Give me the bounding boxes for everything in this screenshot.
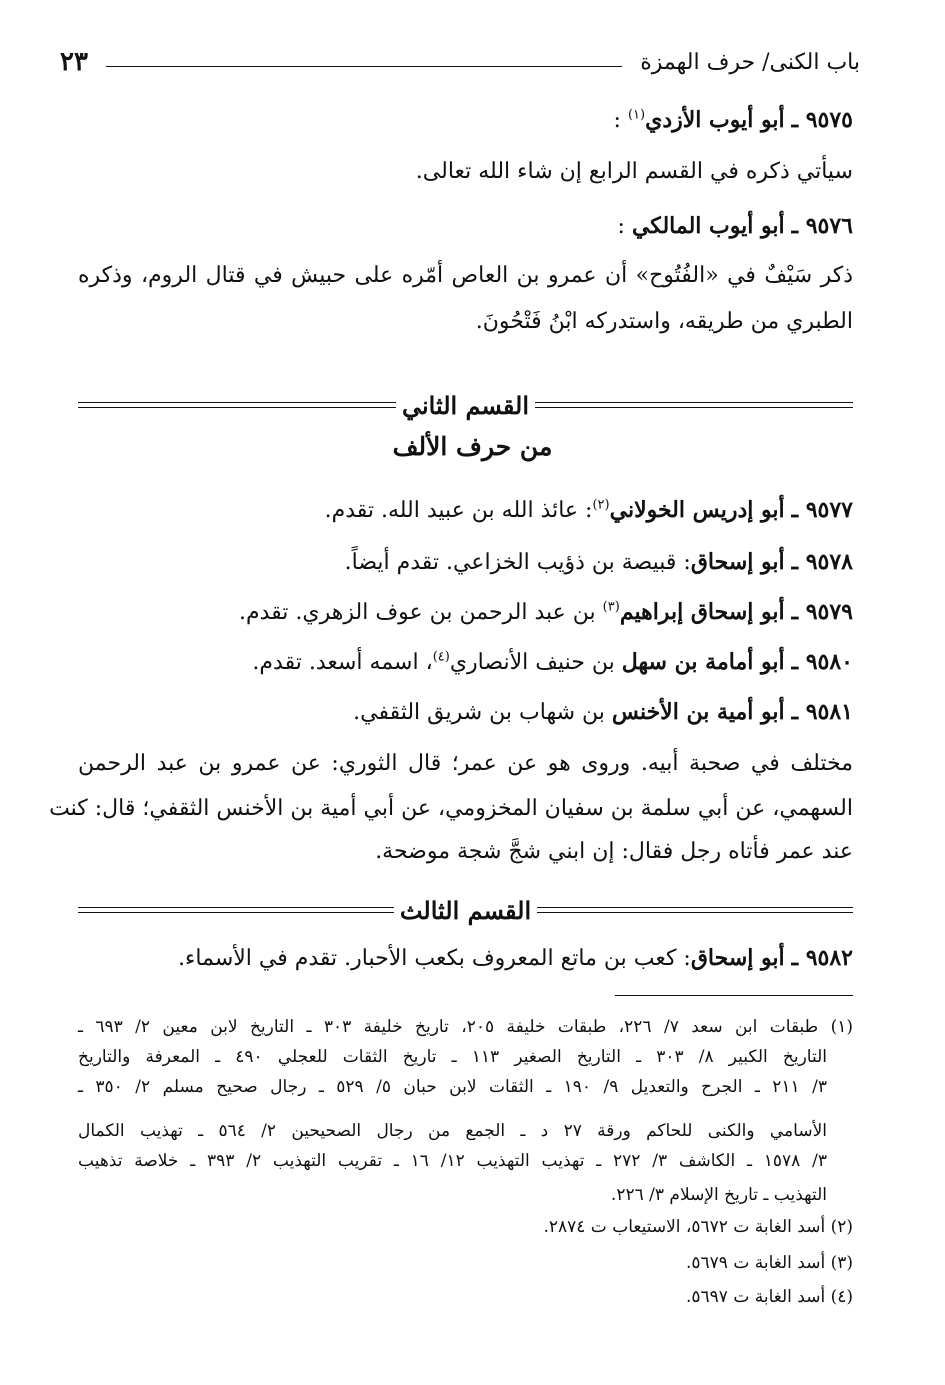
section-title: القسم الثاني	[401, 390, 530, 420]
entry-number: ٩٥٧٦ ـ	[791, 213, 853, 239]
footnote-1-line: الأسامي والكنى للحاكم ورقة ٢٧ د ـ الجمع من رجال الصحيحين ٢/ ٥٦٤ ـ تهذيب الكمال	[78, 1121, 827, 1141]
entry-number: ٩٥٧٥ ـ	[791, 107, 853, 133]
footnote-2: (٢) أسد الغابة ت ٥٦٧٢، الاستيعاب ت ٢٨٧٤.	[543, 1217, 853, 1237]
double-rule	[537, 907, 853, 913]
footnote-ref: (٣)	[602, 599, 620, 615]
footnote-1-line: ٣/ ٢١١ ـ الجرح والتعديل ٩/ ١٩٠ ـ الثقات لابن حبان ٥/ ٥٢٩ ـ رجال صحيح مسلم ٢/ ٣٥٠ ـ	[78, 1077, 827, 1097]
page-number: ٢٣	[60, 47, 88, 77]
footnote-3: (٣) أسد الغابة ت ٥٦٧٩.	[686, 1253, 853, 1273]
entry-number: ٩٥٨٠ ـ	[791, 649, 853, 675]
double-rule	[535, 402, 853, 408]
paragraph-line: الطبري من طريقه، واستدركه ابْنُ فَتْحُونَ.	[475, 309, 853, 334]
entry-tail: : قبيصة بن ذؤيب الخزاعي. تقدم أيضاً.	[344, 550, 691, 575]
chapter-title: باب الكنى/ حرف الهمزة	[640, 49, 860, 75]
entry-9575	[614, 106, 853, 136]
paragraph-line: عند عمر فأتاه رجل فقال: إن ابني شجَّ شجة موضحة.	[375, 839, 853, 864]
entry-name: أبو إسحاق	[690, 945, 785, 971]
entry-number: ٩٥٨١ ـ	[791, 699, 853, 725]
double-rule	[78, 907, 394, 913]
paragraph-line: السهمي، عن أبي سلمة بن سفيان المخزومي، عن أبي أمية بن الأخنس الثقفي؛ قال: كنت	[49, 796, 853, 821]
entry-9579	[239, 598, 853, 628]
footnote-ref: (٢)	[592, 497, 610, 513]
entry-number: ٩٥٧٧ ـ	[791, 497, 853, 523]
entry-number: ٩٥٧٩ ـ	[791, 599, 853, 625]
section-heading-3	[78, 890, 853, 930]
entry-9577	[325, 496, 853, 526]
running-header	[60, 42, 860, 82]
entry-name: أبو أيوب الأزدي	[645, 107, 785, 133]
footnote-ref: (١)	[627, 107, 646, 123]
entry-9580	[252, 648, 853, 678]
footnote-ref: (٤)	[432, 649, 450, 665]
entry-name: أبو إدريس الخولاني	[609, 497, 785, 523]
double-rule	[78, 402, 396, 408]
entry-tail: : عائذ الله بن عبيد الله. تقدم.	[324, 498, 593, 523]
entry-9581	[353, 698, 853, 728]
entry-9576	[618, 212, 853, 242]
entry-tail: :	[613, 108, 621, 133]
section-heading-2	[78, 385, 853, 425]
entry-tail: : كعب بن ماتع المعروف بكعب الأحبار. تقدم في الأسماء.	[178, 946, 691, 971]
entry-name: أبو إسحاق	[690, 549, 785, 575]
entry-tail: بن شهاب بن شريق الثقفي.	[353, 700, 612, 725]
footnote-1-line: (١) طبقات ابن سعد ٧/ ٢٢٦، طبقات خليفة ٢٠٥، تاريخ خليفة ٣٠٣ ـ التاريخ لابن معين ٢/ ٦٩٣ ـ	[78, 1017, 854, 1037]
footnote-4: (٤) أسد الغابة ت ٥٦٩٧.	[686, 1287, 853, 1307]
footnote-1-line: التاريخ الكبير ٨/ ٣٠٣ ـ التاريخ الصغير ١١٣ ـ تاريخ الثقات للعجلي ٤٩٠ ـ المعرفة والتاريخ	[78, 1047, 827, 1067]
section-subtitle: من حرف الألف	[392, 432, 553, 461]
entry-name: أبو أمية بن الأخنس	[611, 699, 785, 725]
entry-number: ٩٥٧٨ ـ	[791, 549, 853, 575]
entry-tail-2: ، اسمه أسعد. تقدم.	[252, 650, 433, 675]
entry-tail: :	[617, 214, 625, 239]
entry-9578	[345, 548, 853, 578]
footnote-rule	[615, 995, 853, 996]
entry-name: أبو إسحاق إبراهيم	[619, 599, 785, 625]
entry-number: ٩٥٨٢ ـ	[791, 945, 853, 971]
header-rule	[106, 66, 622, 67]
entry-tail: بن عبد الرحمن بن عوف الزهري. تقدم.	[239, 600, 603, 625]
footnote-1-line: التهذيب ـ تاريخ الإسلام ٣/ ٢٢٦.	[610, 1185, 827, 1205]
entry-9582	[178, 944, 853, 974]
footnote-1-line: ٣/ ١٥٧٨ ـ الكاشف ٣/ ٢٧٢ ـ تهذيب التهذيب ١٢/ ١٦ ـ تقريب التهذيب ٢/ ٣٩٣ ـ خلاصة تذهيب	[78, 1151, 827, 1171]
entry-name: أبو أيوب المالكي	[631, 213, 785, 239]
entry-tail: بن حنيف الأنصاري	[449, 650, 622, 675]
entry-9575-text: سيأتي ذكره في القسم الرابع إن شاء الله تعالى.	[415, 159, 853, 184]
paragraph-line: مختلف في صحبة أبيه. وروى هو عن عمر؛ قال الثوري: عن عمرو بن عبد الرحمن	[78, 751, 853, 776]
section-title: القسم الثالث	[399, 895, 532, 925]
entry-name: أبو أمامة بن سهل	[621, 649, 785, 675]
paragraph-line: ذكر سَيْفٌ في «الفُتُوح» أن عمرو بن العاص أمّره على حبيش في قتال الروم، وذكره	[78, 263, 853, 288]
